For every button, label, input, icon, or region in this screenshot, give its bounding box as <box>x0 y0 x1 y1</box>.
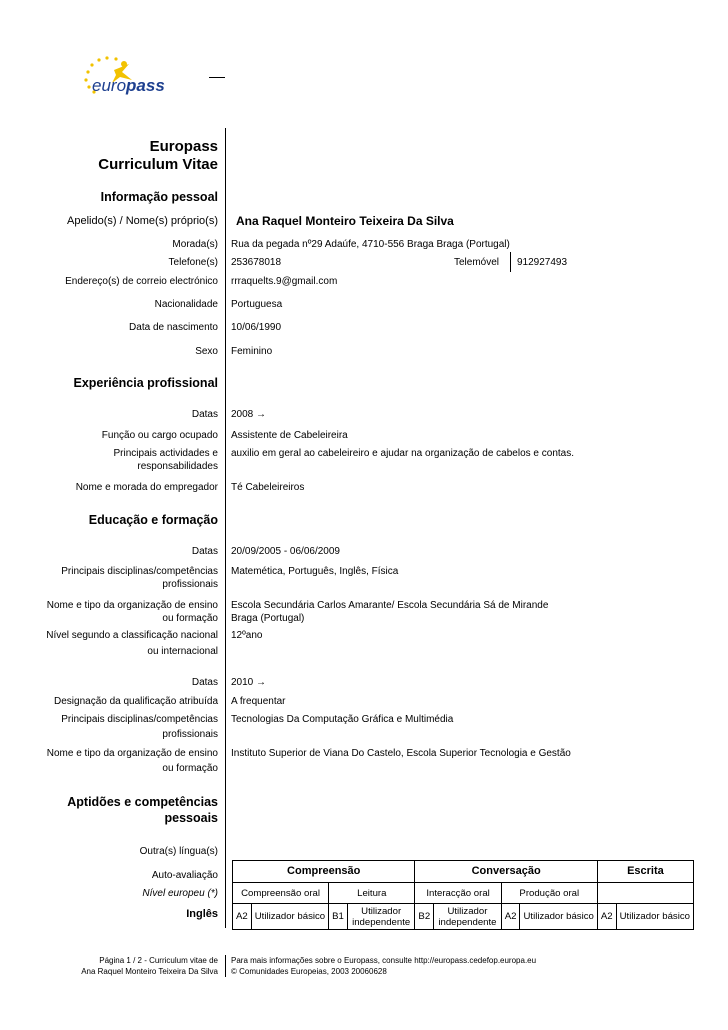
edu1-subjects-label-2: profissionais <box>162 579 218 590</box>
level-desc: Utilizador básico <box>251 904 328 930</box>
exp-employer-value: Té Cabeleireiros <box>231 482 305 493</box>
mobile-value: 912927493 <box>517 257 568 268</box>
edu2-org-label-2: ou formação <box>162 763 218 774</box>
subheader-production: Produção oral <box>501 883 597 904</box>
edu1-org-label-2: ou formação <box>162 613 218 624</box>
edu1-subjects-label-1: Principais disciplinas/competências <box>61 566 218 577</box>
edu2-subjects-label-1: Principais disciplinas/competências <box>61 714 218 725</box>
edu1-org-value-1: Escola Secundária Carlos Amarante/ Escola Secundária Sá de Mirande <box>231 600 549 611</box>
footer-divider <box>225 955 226 977</box>
exp-dates-value: 2008 → <box>231 409 267 420</box>
header-europass: Europass <box>149 138 218 155</box>
phone-value: 253678018 <box>231 257 282 268</box>
birth-value: 10/06/1990 <box>231 322 282 333</box>
header-conversation: Conversação <box>415 861 597 883</box>
section-skills-title-2: pessoais <box>164 811 218 825</box>
sex-label: Sexo <box>195 346 218 357</box>
phone-label: Telefone(s) <box>168 257 218 268</box>
subheader-interaction: Interacção oral <box>415 883 501 904</box>
edu2-subjects-label-2: profissionais <box>162 729 218 740</box>
nationality-value: Portuguesa <box>231 299 283 310</box>
level-label: Nível europeu (*) <box>142 888 218 899</box>
edu2-qual-value: A frequentar <box>231 696 286 707</box>
column-divider <box>225 128 226 928</box>
subheader-writing-blank <box>597 883 693 904</box>
exp-role-label: Função ou cargo ocupado <box>101 430 218 441</box>
name-value: Ana Raquel Monteiro Teixeira Da Silva <box>236 214 454 228</box>
email-value: rrraquelts.9@gmail.com <box>231 276 338 287</box>
edu1-dates-label: Datas <box>191 546 218 557</box>
email-label: Endereço(s) de correio electrónico <box>65 276 218 287</box>
sex-value: Feminino <box>231 346 273 357</box>
section-education-title: Educação e formação <box>88 513 218 527</box>
exp-activities-label-1: Principais actividades e <box>113 448 218 459</box>
level-code: A2 <box>233 904 252 930</box>
language-table <box>232 860 694 930</box>
edu2-org-value: Instituto Superior de Viana Do Castelo, Escola Superior Tecnologia e Gestão <box>231 748 571 759</box>
header-writing: Escrita <box>597 861 693 883</box>
footer-info-1: Para mais informações sobre o Europass, consulte http://europass.cedefop.europa.eu <box>231 956 537 965</box>
level-desc: Utilizador básico <box>616 904 693 930</box>
mobile-label: Telemóvel <box>454 257 500 268</box>
section-skills-title-1: Aptidões e competências <box>67 795 218 809</box>
level-code: A2 <box>597 904 616 930</box>
exp-employer-label: Nome e morada do empregador <box>75 482 218 493</box>
header-comprehension: Compreensão <box>233 861 415 883</box>
lang-english-label: Inglês <box>186 908 218 920</box>
level-desc: Utilizador básico <box>520 904 597 930</box>
birth-label: Data de nascimento <box>129 322 218 333</box>
exp-role-value: Assistente de Cabeleireira <box>231 430 348 441</box>
edu2-subjects-value: Tecnologias Da Computação Gráfica e Multimédia <box>231 714 454 725</box>
nationality-label: Nacionalidade <box>154 299 218 310</box>
other-lang-label: Outra(s) língua(s) <box>139 846 218 857</box>
section-personal-title: Informação pessoal <box>100 190 218 204</box>
level-code: B2 <box>415 904 434 930</box>
address-value: Rua da pegada nº29 Adaúfe, 4710-556 Braga Braga (Portugal) <box>231 239 510 250</box>
exp-activities-label-2: responsabilidades <box>137 461 218 472</box>
edu1-dates-value: 20/09/2005 - 06/06/2009 <box>231 546 340 557</box>
edu2-org-label-1: Nome e tipo da organização de ensino <box>46 748 218 759</box>
level-desc: Utilizador independente <box>434 904 502 930</box>
edu1-level-label-1: Nível segundo a classificação nacional <box>46 630 218 641</box>
footer-page-info-1: Página 1 / 2 - Curriculum vitae de <box>99 956 218 965</box>
header-rule <box>209 77 225 78</box>
address-label: Morada(s) <box>172 239 218 250</box>
logo-text-pass: pass <box>126 76 165 95</box>
level-code: B1 <box>329 904 348 930</box>
footer-page-info-2: Ana Raquel Monteiro Teixeira Da Silva <box>81 967 218 976</box>
europass-logo <box>74 50 174 100</box>
logo-text-euro: euro <box>92 76 127 95</box>
edu1-level-label-2: ou internacional <box>147 646 218 657</box>
level-desc: Utilizador independente <box>347 904 415 930</box>
subheader-reading: Leitura <box>329 883 415 904</box>
self-assess-label: Auto-avaliação <box>151 870 218 881</box>
edu2-qual-label: Designação da qualificação atribuída <box>54 696 218 707</box>
level-code: A2 <box>501 904 520 930</box>
exp-dates-label: Datas <box>191 409 218 420</box>
exp-activities-value: auxilio em geral ao cabeleireiro e ajudar na organização de cabelos e contas. <box>231 448 574 459</box>
edu2-dates-label: Datas <box>191 677 218 688</box>
header-cv: Curriculum Vitae <box>98 156 218 173</box>
name-label: Apelido(s) / Nome(s) próprio(s) <box>67 215 218 227</box>
mobile-divider <box>510 252 511 272</box>
edu1-org-label-1: Nome e tipo da organização de ensino <box>46 600 218 611</box>
footer-info-2: © Comunidades Europeias, 2003 20060628 <box>231 967 387 976</box>
edu1-org-value-2: Braga (Portugal) <box>231 613 305 624</box>
subheader-oral: Compreensão oral <box>233 883 329 904</box>
section-experience-title: Experiência profissional <box>73 376 218 390</box>
edu2-dates-value: 2010 → <box>231 677 267 688</box>
edu1-level-value: 12ºano <box>231 630 263 641</box>
edu1-subjects-value: Matemética, Português, Inglês, Física <box>231 566 399 577</box>
